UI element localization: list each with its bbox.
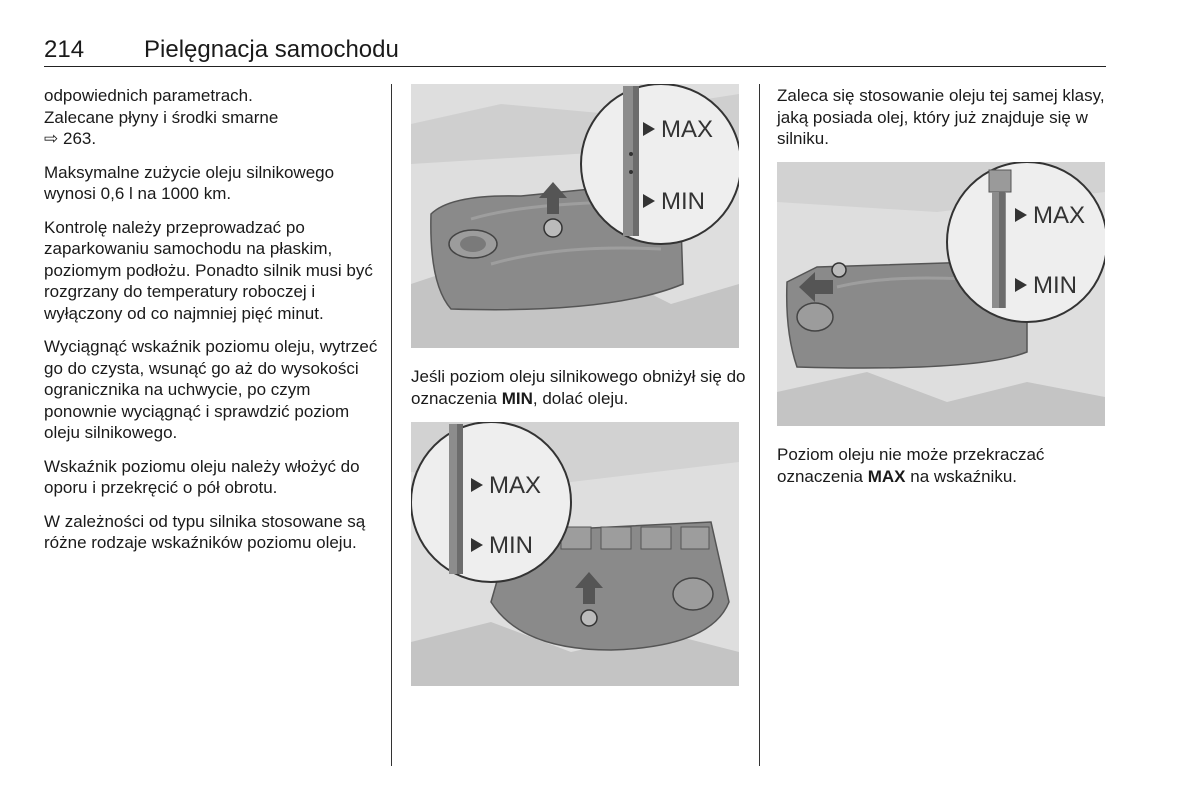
chapter-title: Pielęgnacja samochodu [144, 36, 399, 63]
engine-dipstick-figure-3 [777, 162, 1105, 426]
paragraph-check-conditions: Kontrolę należy przeprowadzać po zaparkowaniu samochodu na płaskim, poziomym podłożu. Ponadto silnik musi być rozgrzany do temperatury roboczej i wyłączony od co najmniej pięć minut. [44, 217, 373, 323]
page-header [44, 34, 1106, 67]
figure-3-caption: Poziom oleju nie może przekraczać oznaczenia MAX na wskaźniku. [777, 445, 1045, 486]
min-mark-label: MIN [489, 532, 533, 559]
page-reference-link[interactable]: 263. [62, 129, 97, 148]
arrow-reference-icon: ⇨ [44, 129, 59, 148]
max-mark-label: MAX [661, 116, 714, 143]
min-emphasis: MIN [501, 388, 533, 408]
right-column-intro: Zaleca się stosowanie oleju tej samej klasy, jaką posiada olej, który już znajduje się w silniku. [777, 86, 1105, 148]
max-mark-label: MAX [1033, 202, 1086, 229]
page-number: 214 [44, 36, 85, 63]
paragraph-parameters: odpowiednich parametrach. Zalecane płyny i środki smarne ⇨ 263. [44, 86, 279, 148]
column-divider-right [759, 84, 760, 766]
engine-illustration-2 [411, 422, 739, 686]
column-divider-left [391, 84, 392, 766]
min-mark-label: MIN [1033, 272, 1077, 299]
min-mark-label: MIN [661, 188, 705, 215]
engine-illustration-1 [411, 84, 739, 348]
max-mark-label: MAX [489, 472, 542, 499]
paragraph-dipstick-procedure: Wyciągnąć wskaźnik poziomu oleju, wytrzeć go do czysta, wsunąć go aż do wysokości ogranicznika na uchwycie, po czym ponownie wyciągnąć i sprawdzić poziom oleju silnikowego. [44, 337, 378, 442]
paragraph-insert-dipstick: Wskaźnik poziomu oleju należy włożyć do oporu i przekręcić o pół obrotu. [44, 456, 360, 497]
engine-dipstick-figure-2 [411, 422, 739, 686]
engine-dipstick-figure-1 [411, 84, 739, 348]
paragraph-consumption: Maksymalne zużycie oleju silnikowego wynosi 0,6 l na 1000 km. [44, 162, 335, 203]
left-column [44, 85, 379, 566]
paragraph-dipstick-types: W zależności od typu silnika stosowane są różne rodzaje wskaźników poziomu oleju. [44, 511, 366, 552]
engine-illustration-3 [777, 162, 1105, 426]
figure-1-caption: Jeśli poziom oleju silnikowego obniżył się do oznaczenia MIN, dolać oleju. [411, 367, 746, 408]
max-emphasis: MAX [867, 466, 906, 486]
